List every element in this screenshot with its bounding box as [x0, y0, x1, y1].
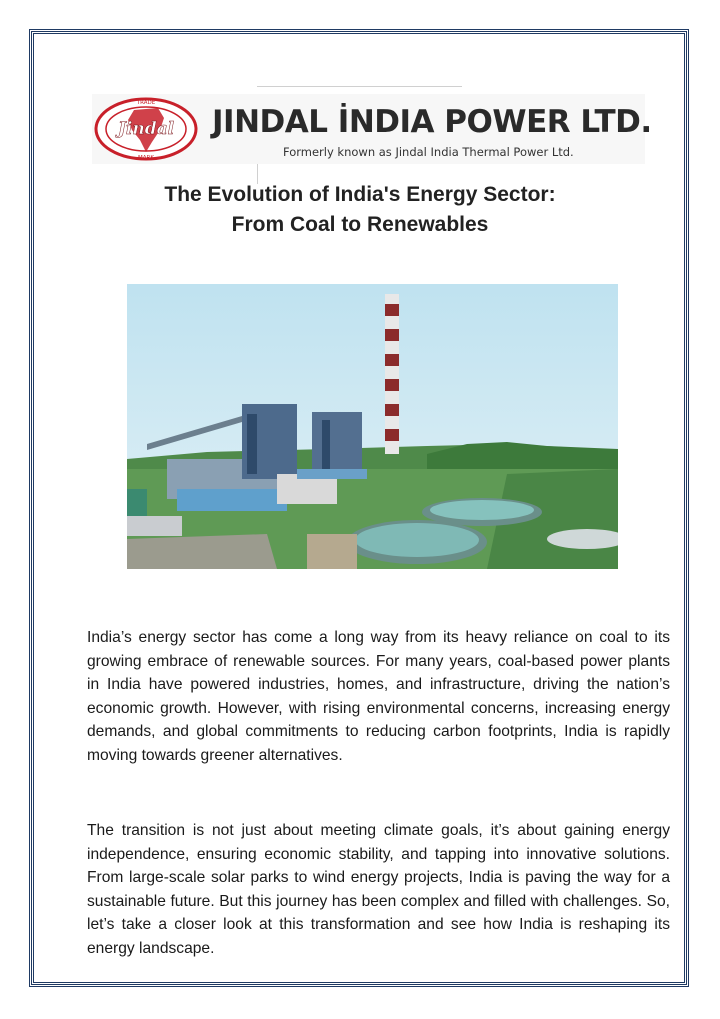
- body-paragraph-1: India’s energy sector has come a long way from its heavy reliance on coal to its growing embrace of renewable sources. For many years, coal-based power plants in India have powered industries, homes, and infrastructure, driving the nation’s economic growth. However, with rising environmental concerns, increasing energy demands, and global commitments to reducing carbon footprints, India is rapidly moving towards greener alternatives.: [87, 629, 670, 764]
- power-plant-photo: [127, 284, 618, 569]
- emblem-top-text: TRADE: [136, 100, 156, 106]
- title-line-1: The Evolution of India's Energy Sector:: [164, 183, 556, 206]
- page-title: [100, 180, 620, 240]
- emblem-center-text: Jindal: [117, 119, 175, 139]
- title-line-2: From Coal to Renewables: [231, 213, 489, 236]
- company-name: JINDAL İNDIA POWER LTD.: [212, 104, 652, 140]
- company-subtitle: Formerly known as Jindal India Thermal Power Ltd.: [283, 145, 574, 159]
- company-emblem-icon: [92, 96, 200, 162]
- body-paragraph-2: The transition is not just about meeting climate goals, it’s about gaining energy independence, ensuring economic stability, and tapping into innovative solutions. From large-scale solar parks to wind energy projects, India is paving the way for a sustainable future. But this journey has been complex and filled with challenges. So, let’s take a closer look at this transformation and see how India is reshaping its energy landscape.: [87, 822, 670, 957]
- logo-frame-line: [257, 86, 462, 87]
- emblem-bottom-text: MARK: [138, 155, 154, 161]
